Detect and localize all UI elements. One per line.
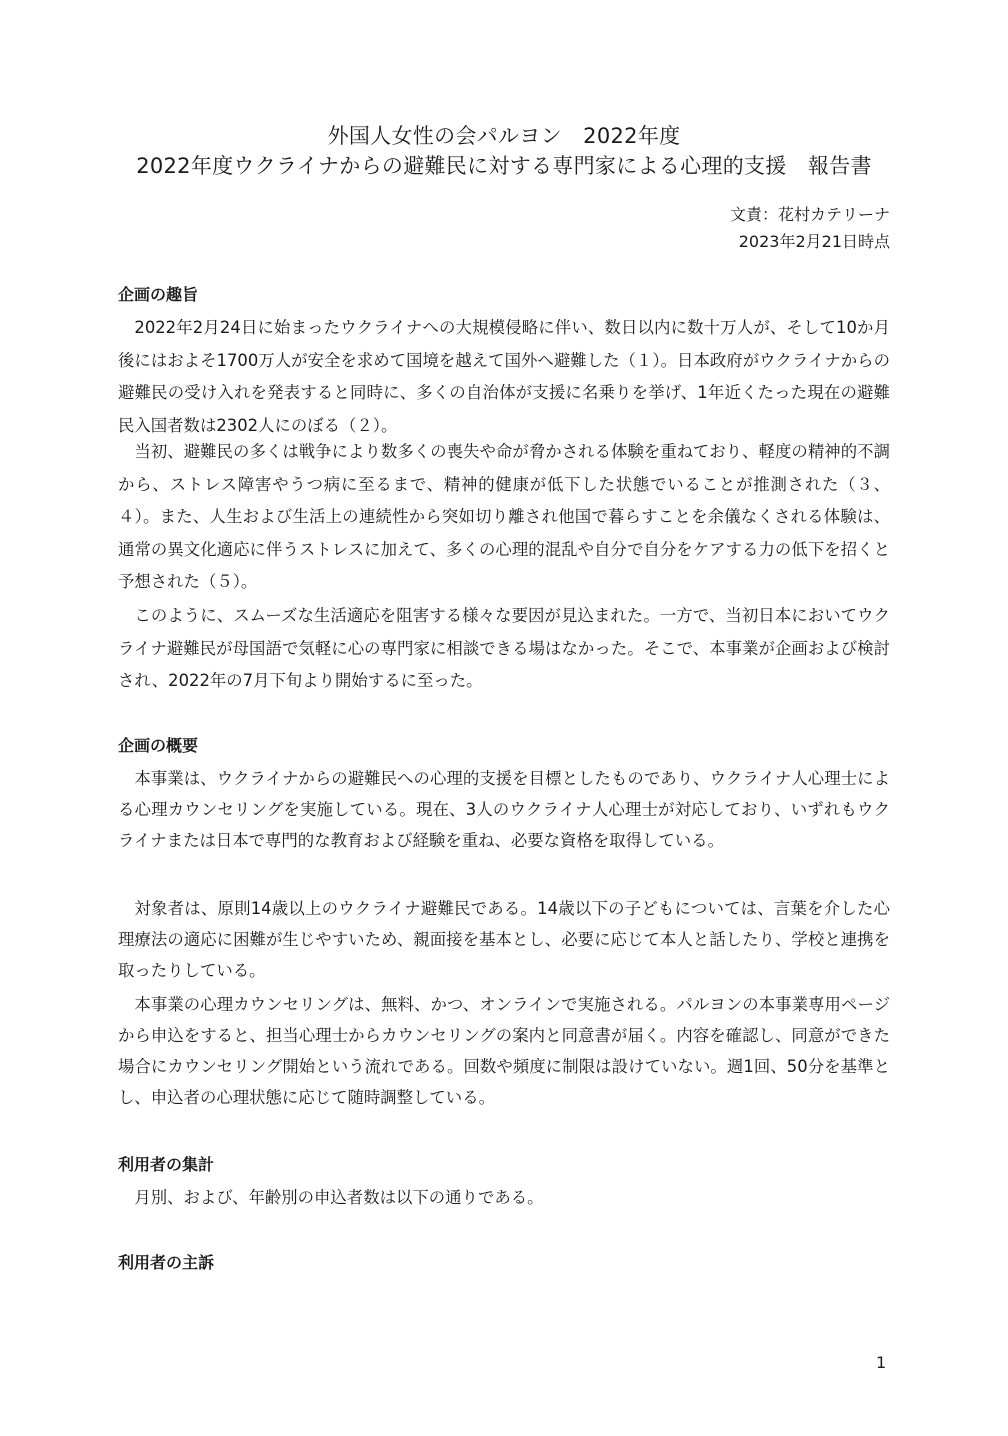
purpose-paragraph-2: 当初、避難民の多くは戦争により数多くの喪失や命が脅かされる体験を重ねており、軽度の精神的不調から、ストレス障害やうつ病に至るまで、精神的健康が低下した状態でいることが推測された（３、４）。また、人生および生活上の連続性から突如切り離され他国で暮らすことを余儀なくされる体験は、通常の異文化適応に伴うストレスに加えて、多くの心理的混乱や自分で自分をケアする力の低下を招くと予想された（５）。: [118, 442, 890, 591]
overview-paragraph-2: 対象者は、原則14歳以上のウクライナ避難民である。14歳以下の子どもについては、言葉を介した心理療法の適応に困難が生じやすいため、親面接を基本とし、必要に応じて本人と話したり、学校と連携を取ったりしている。: [118, 899, 890, 980]
section-heading-overview: 企画の概要: [118, 736, 199, 755]
purpose-paragraph-1: 2022年2月24日に始まったウクライナへの大規模侵略に伴い、数日以内に数十万人が、そして10か月後にはおよそ1700万人が安全を求めて国境を越えて国外へ避難した（１）。日本政府がウクライナからの避難民の受け入れを発表すると同時に、多くの自治体が支援に名乗りを挙げ、1年近くたった現在の避難民入国者数は2302人にのぼる（２）。: [118, 318, 890, 435]
users-paragraph-1: 月別、および、年齢別の申込者数は以下の通りである。: [134, 1188, 544, 1207]
purpose-paragraph-3: このように、スムーズな生活適応を阻害する様々な要因が見込まれた。一方で、当初日本においてウクライナ避難民が母国語で気軽に心の専門家に相談できる場はなかった。そこで、本事業が企画および検討され、2022年の7月下旬より開始するに至った。: [118, 606, 890, 690]
date-line: 2023年2月21日時点: [738, 232, 890, 251]
section-heading-complaints: 利用者の主訴: [118, 1253, 215, 1272]
section-heading-purpose: 企画の趣旨: [118, 285, 199, 304]
page-number: 1: [876, 1353, 887, 1372]
document-title-line2: 2022年度ウクライナからの避難民に対する専門家による心理的支援 報告書: [136, 154, 872, 178]
overview-paragraph-1: 本事業は、ウクライナからの避難民への心理的支援を目標としたものであり、ウクライナ人心理士による心理カウンセリングを実施している。現在、3人のウクライナ人心理士が対応しており、いずれもウクライナまたは日本で専門的な教育および経験を重ね、必要な資格を取得している。: [118, 769, 890, 850]
overview-paragraph-3: 本事業の心理カウンセリングは、無料、かつ、オンラインで実施される。パルヨンの本事業専用ページから申込をすると、担当心理士からカウンセリングの案内と同意書が届く。内容を確認し、同意ができた場合にカウンセリング開始という流れである。回数や頻度に制限は設けていない。週1回、50分を基準とし、申込者の心理状態に応じて随時調整している。: [118, 995, 890, 1107]
document-title-line1: 外国人女性の会パルヨン 2022年度: [327, 124, 681, 148]
section-heading-users: 利用者の集計: [118, 1155, 215, 1174]
author-line: 文責：花村カテリーナ: [729, 205, 890, 224]
